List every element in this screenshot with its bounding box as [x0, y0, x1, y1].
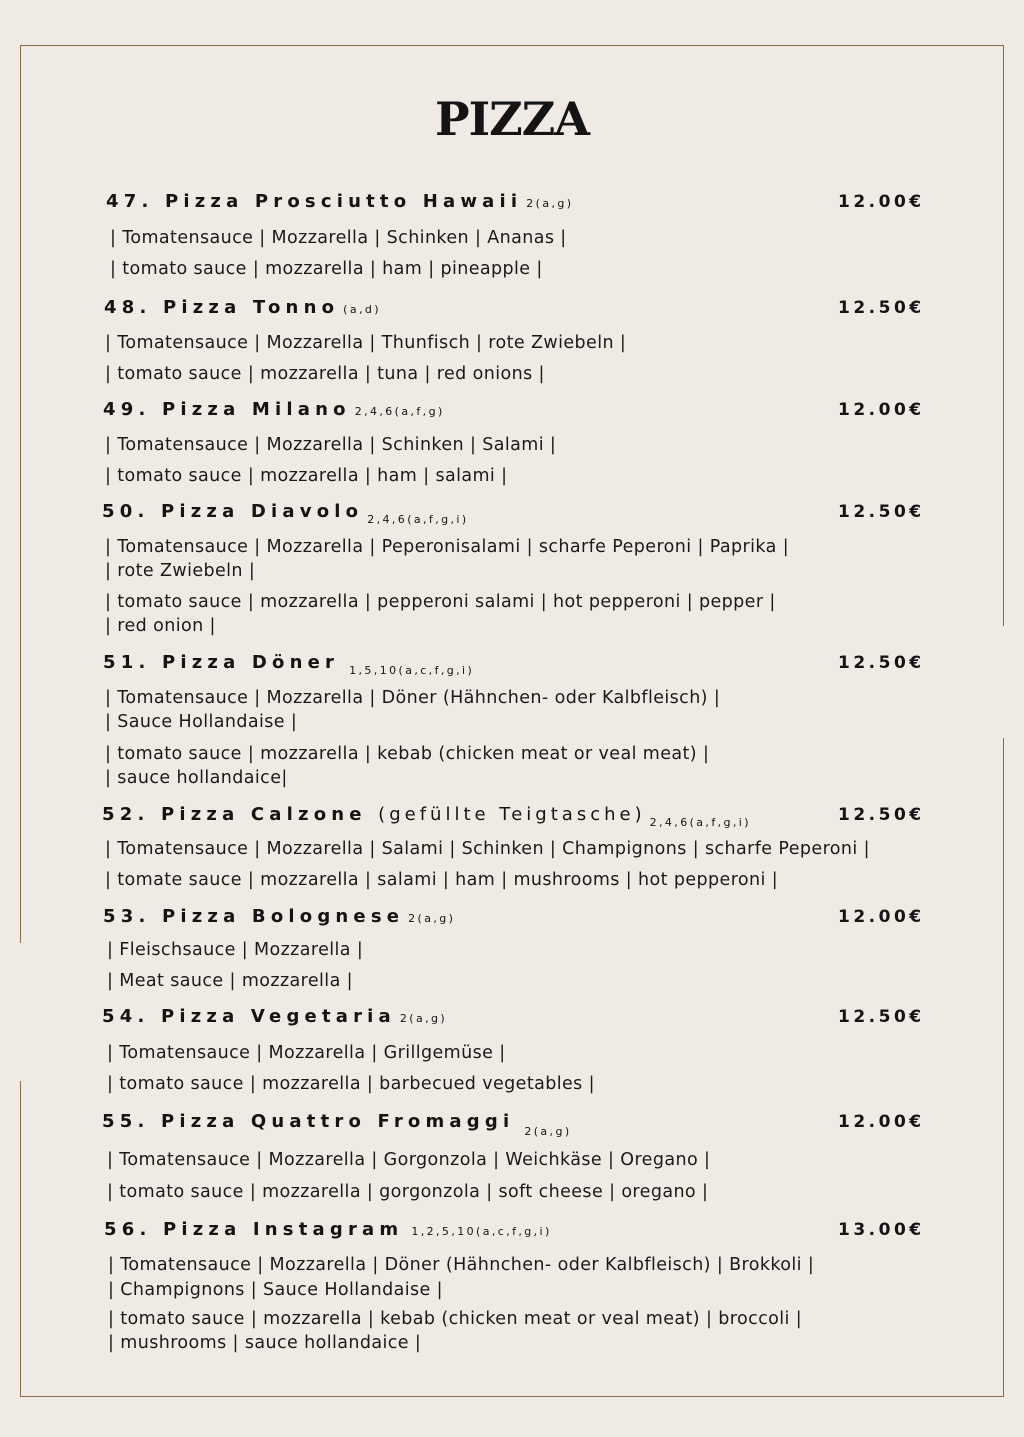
item-description-en: | red onion | [105, 616, 216, 636]
item-description-en: | tomato sauce | mozzarella | tuna | red onions | [105, 364, 545, 384]
item-subtitle: (gefüllte Teigtasche) [378, 804, 646, 825]
item-allergens: 1,5,10(a,c,f,g,i) [349, 664, 475, 677]
item-price: 12.00€ [838, 907, 925, 927]
item-description-de: | Sauce Hollandaise | [105, 712, 298, 732]
item-name: 51. Pizza Döner $_{1,5,10(a,c,f,g,i)}$ [103, 652, 475, 677]
item-description-en: | tomato sauce | mozzarella | pepperoni salami | hot pepperoni | pepper | [105, 592, 776, 612]
item-allergens: 2(a,g) [524, 1125, 572, 1138]
item-name: 48. Pizza Tonno (a,d) [104, 297, 381, 318]
item-description-de: | Tomatensauce | Mozzarella | Salami | Schinken | Champignons | scharfe Peperoni | [105, 839, 870, 859]
item-allergens: 1,2,5,10(a,c,f,g,i) [411, 1225, 552, 1238]
item-allergens: 2,4,6(a,f,g) [354, 405, 445, 418]
item-description-de: | Tomatensauce | Mozzarella | Döner (Hähnchen- oder Kalbfleisch) | [105, 688, 721, 708]
menu-item [0, 296, 1024, 384]
item-price: 12.00€ [838, 1112, 925, 1132]
item-description-de: | Fleischsauce | Mozzarella | [107, 940, 364, 960]
item-name: 47. Pizza Prosciutto Hawaii 2(a,g) [106, 191, 574, 212]
item-description-en: | tomato sauce | mozzarella | ham | salami | [105, 466, 508, 486]
item-description-en: | tomato sauce | mozzarella | ham | pineapple | [110, 259, 543, 279]
item-name: 50. Pizza Diavolo $_{2,4,6(a,f,g,i)}$ [102, 501, 469, 526]
item-description-de: | Tomatensauce | Mozzarella | Döner (Hähnchen- oder Kalbfleisch) | Brokkoli | [108, 1255, 815, 1275]
item-description-en: | tomato sauce | mozzarella | barbecued vegetables | [107, 1074, 595, 1094]
menu-item [0, 398, 1024, 486]
item-price: 12.00€ [838, 400, 925, 420]
item-price: 12.50€ [838, 653, 925, 673]
item-name: 56. Pizza Instagram 1,2,5,10(a,c,f,g,i) [104, 1219, 552, 1240]
menu-item [0, 1218, 1024, 1353]
item-price: 12.50€ [838, 502, 925, 522]
item-description-en: | tomate sauce | mozzarella | salami | ham | mushrooms | hot pepperoni | [105, 870, 779, 890]
menu-item [0, 803, 1024, 890]
item-price: 12.50€ [838, 1007, 925, 1027]
item-description-en: | Meat sauce | mozzarella | [107, 971, 353, 991]
item-price: 12.00€ [838, 192, 925, 212]
frame-break [1003, 626, 1006, 738]
item-name: 53. Pizza Bolognese 2(a,g) [103, 906, 456, 927]
item-price: 12.50€ [838, 805, 925, 825]
item-price: 12.50€ [838, 298, 925, 318]
item-allergens: 2(a,g) [526, 197, 574, 210]
item-description-en: | sauce hollandaice| [105, 768, 288, 788]
menu-item [0, 500, 1024, 636]
item-allergens: 2,4,6(a,f,g,i) [367, 513, 469, 526]
item-description-de: | Champignons | Sauce Hollandaise | [108, 1280, 443, 1300]
item-description-en: | tomato sauce | mozzarella | gorgonzola | soft cheese | oregano | [107, 1182, 709, 1202]
item-description-en: | mushrooms | sauce hollandaice | [108, 1333, 422, 1353]
menu-item [0, 651, 1024, 788]
menu-item [0, 905, 1024, 991]
menu-item [0, 1005, 1024, 1094]
item-description-de: | Tomatensauce | Mozzarella | Schinken | Ananas | [110, 228, 567, 248]
item-allergens: 2,4,6(a,f,g,i) [649, 816, 751, 829]
menu-item [0, 1110, 1024, 1202]
item-description-en: | tomato sauce | mozzarella | kebab (chicken meat or veal meat) | broccoli | [108, 1309, 803, 1329]
item-description-en: | tomato sauce | mozzarella | kebab (chicken meat or veal meat) | [105, 744, 710, 764]
item-description-de: | rote Zwiebeln | [105, 561, 256, 581]
item-description-de: | Tomatensauce | Mozzarella | Gorgonzola | Weichkäse | Oregano | [107, 1150, 711, 1170]
item-description-de: | Tomatensauce | Mozzarella | Thunfisch | rote Zwiebeln | [105, 333, 627, 353]
item-price: 13.00€ [838, 1220, 925, 1240]
item-name: 49. Pizza Milano 2,4,6(a,f,g) [103, 399, 445, 420]
item-allergens: 2(a,g) [399, 1012, 448, 1025]
item-name: 55. Pizza Quattro Fromaggi $_{2(a,g)}$ [102, 1111, 572, 1138]
item-name: 52. Pizza Calzone (gefüllte Teigtasche) $_{2,4,6(a,f,g,i)}$ [102, 804, 751, 829]
page-title: PIZZA [435, 92, 589, 146]
item-name: 54. Pizza Vegetaria 2(a,g) [102, 1006, 448, 1027]
menu-item [0, 190, 1024, 279]
item-description-de: | Tomatensauce | Mozzarella | Peperonisalami | scharfe Peperoni | Paprika | [105, 537, 790, 557]
item-allergens: 2(a,g) [408, 912, 456, 925]
item-allergens: (a,d) [343, 303, 381, 316]
item-description-de: | Tomatensauce | Mozzarella | Schinken | Salami | [105, 435, 557, 455]
item-description-de: | Tomatensauce | Mozzarella | Grillgemüse | [107, 1043, 506, 1063]
